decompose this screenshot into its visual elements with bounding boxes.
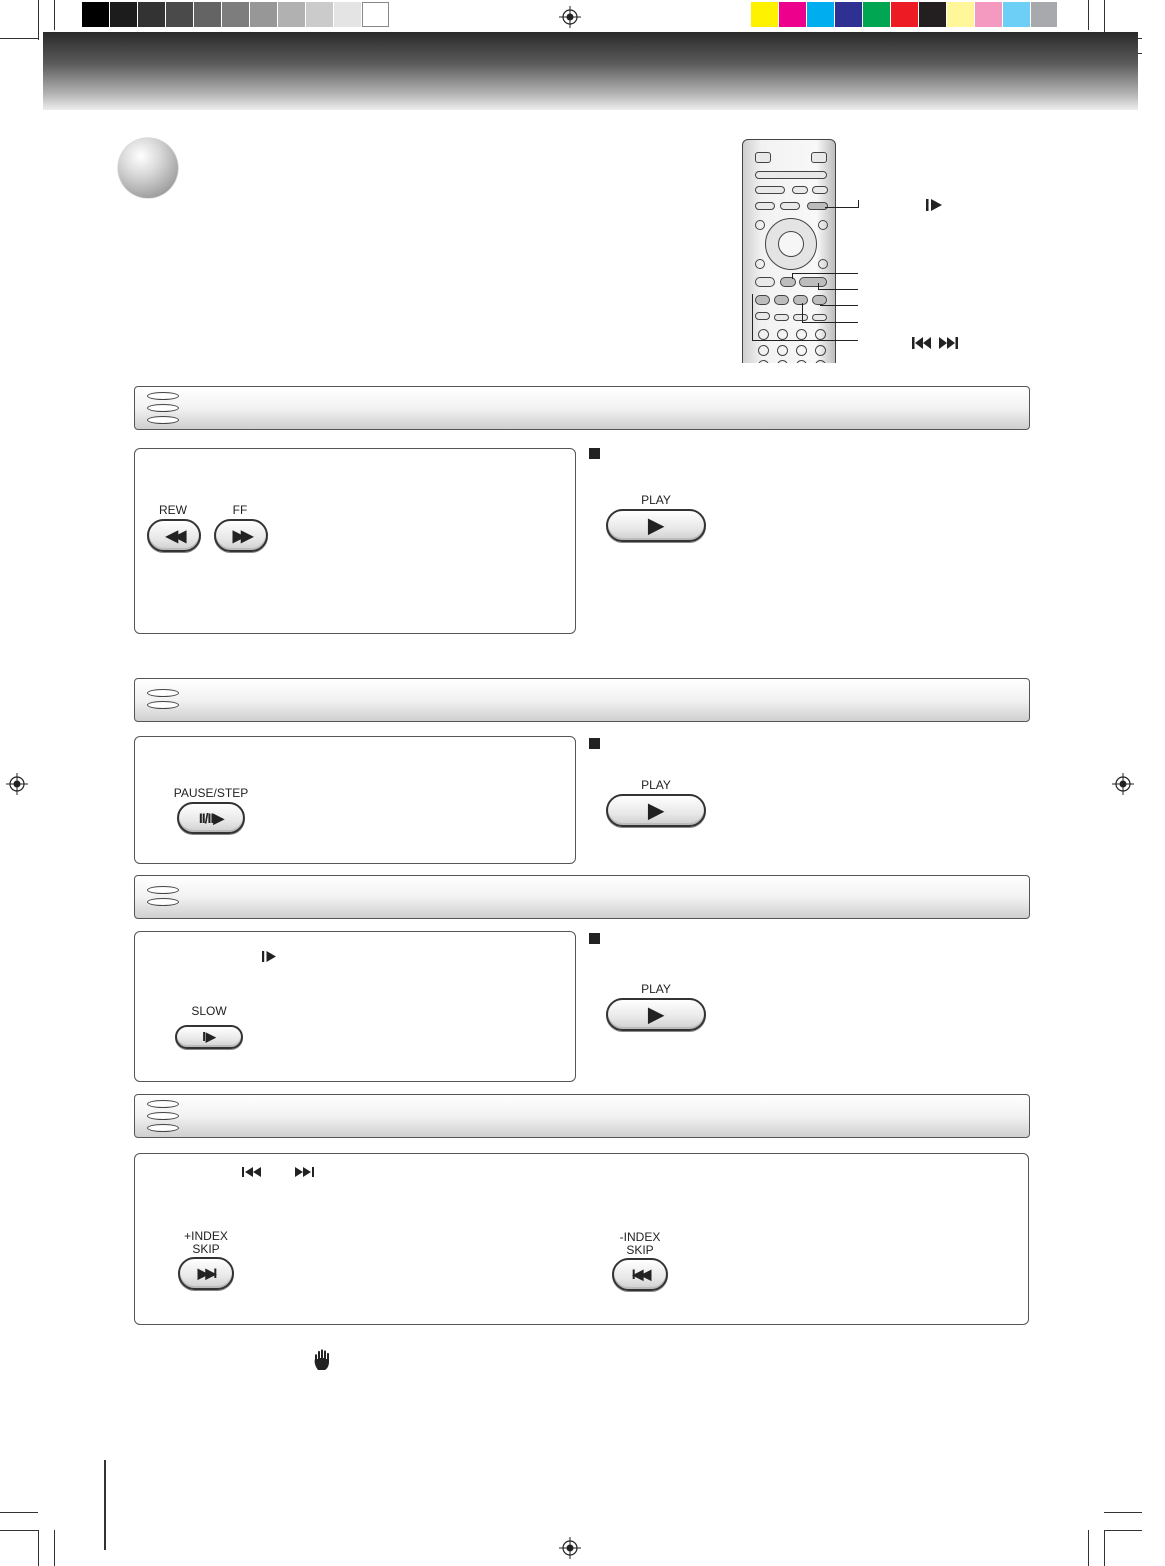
rew-button[interactable] <box>147 519 201 552</box>
ff-label: FF <box>232 503 248 517</box>
step-panel-2 <box>134 736 576 864</box>
pause-step-button[interactable] <box>177 802 245 834</box>
fast-forward-icon: ▶▶ <box>232 527 250 545</box>
minus-index-skip-button[interactable] <box>612 1258 668 1291</box>
plus-index-text: +INDEX <box>184 1229 228 1243</box>
rewind-icon: ◀◀ <box>165 527 183 545</box>
swatch <box>194 2 222 27</box>
disc-icon <box>147 1124 179 1132</box>
disc-icon <box>147 898 179 906</box>
pause-step-label: PAUSE/STEP <box>173 786 249 800</box>
disc-icon <box>147 404 179 412</box>
chapter-sphere-icon <box>118 138 178 198</box>
swatch <box>835 2 863 27</box>
swatch <box>250 2 278 27</box>
disc-icon <box>147 701 179 709</box>
swatch <box>222 2 250 27</box>
slow-label: SLOW <box>191 1004 227 1018</box>
section-header-4 <box>134 1094 1030 1138</box>
step-marker-square <box>589 933 600 944</box>
skip-next-icon: ▶▶I <box>197 1265 215 1281</box>
minus-index-skip-label <box>605 1231 675 1257</box>
step-panel-3 <box>134 931 576 1082</box>
swatch <box>891 2 919 27</box>
skip-text: SKIP <box>626 1243 654 1257</box>
pause-step-icon: II/II▶ <box>198 809 224 826</box>
swatch <box>779 2 807 27</box>
swatch <box>807 2 835 27</box>
play-icon: ▶ <box>648 1004 664 1026</box>
step-marker-square <box>589 448 600 459</box>
play-label: PLAY <box>641 778 671 792</box>
swatch <box>138 2 166 27</box>
step-marker-square <box>589 738 600 749</box>
swatch <box>110 2 138 27</box>
skip-next-icon <box>293 1166 319 1178</box>
swatch <box>919 2 947 27</box>
color-calibration-strip <box>751 0 1058 30</box>
swatch <box>947 2 975 27</box>
grayscale-calibration-strip <box>82 0 390 30</box>
skip-icons <box>911 336 959 350</box>
disc-icon <box>147 392 179 400</box>
disc-icon <box>147 689 179 697</box>
registration-mark-left-icon <box>6 773 28 795</box>
page-header-band <box>43 32 1138 110</box>
minus-index-text: -INDEX <box>619 1230 661 1244</box>
disc-icon <box>147 1112 179 1120</box>
play-button[interactable] <box>606 998 706 1031</box>
slow-button[interactable] <box>175 1025 243 1049</box>
swatch <box>166 2 194 27</box>
skip-previous-icon: I◀◀ <box>631 1266 649 1282</box>
skip-previous-icon <box>241 1166 267 1178</box>
swatch <box>751 2 779 27</box>
hand-note-icon <box>313 1348 333 1372</box>
registration-mark-right-icon <box>1112 773 1134 795</box>
swatch <box>334 2 362 27</box>
play-button[interactable] <box>606 509 706 542</box>
play-icon: ▶ <box>648 515 664 537</box>
play-icon: ▶ <box>648 800 664 822</box>
skip-text: SKIP <box>192 1242 220 1256</box>
swatch <box>362 2 389 27</box>
swatch <box>863 2 891 27</box>
registration-mark-top-icon <box>559 6 581 28</box>
swatch <box>278 2 306 27</box>
play-label: PLAY <box>641 493 671 507</box>
step-panel-4 <box>134 1153 1029 1325</box>
step-panel-1 <box>134 448 576 634</box>
plus-index-skip-button[interactable] <box>178 1257 234 1290</box>
play-label: PLAY <box>641 982 671 996</box>
play-button[interactable] <box>606 794 706 827</box>
swatch <box>1003 2 1031 27</box>
registration-mark-bottom-icon <box>559 1537 581 1559</box>
section-header-1 <box>134 386 1030 430</box>
swatch <box>975 2 1003 27</box>
slow-icon <box>925 198 943 212</box>
swatch <box>306 2 334 27</box>
swatch <box>82 2 110 27</box>
slow-icon <box>261 950 277 963</box>
disc-icon <box>147 1100 179 1108</box>
section-header-3 <box>134 875 1030 919</box>
rew-label: REW <box>159 503 187 517</box>
plus-index-skip-label <box>171 1230 241 1256</box>
disc-icon <box>147 886 179 894</box>
ff-button[interactable] <box>214 519 268 552</box>
swatch <box>1031 2 1058 27</box>
remote-control-illustration <box>742 139 838 363</box>
disc-icon <box>147 416 179 424</box>
slow-icon: I▶ <box>202 1029 216 1044</box>
section-header-2 <box>134 678 1030 722</box>
